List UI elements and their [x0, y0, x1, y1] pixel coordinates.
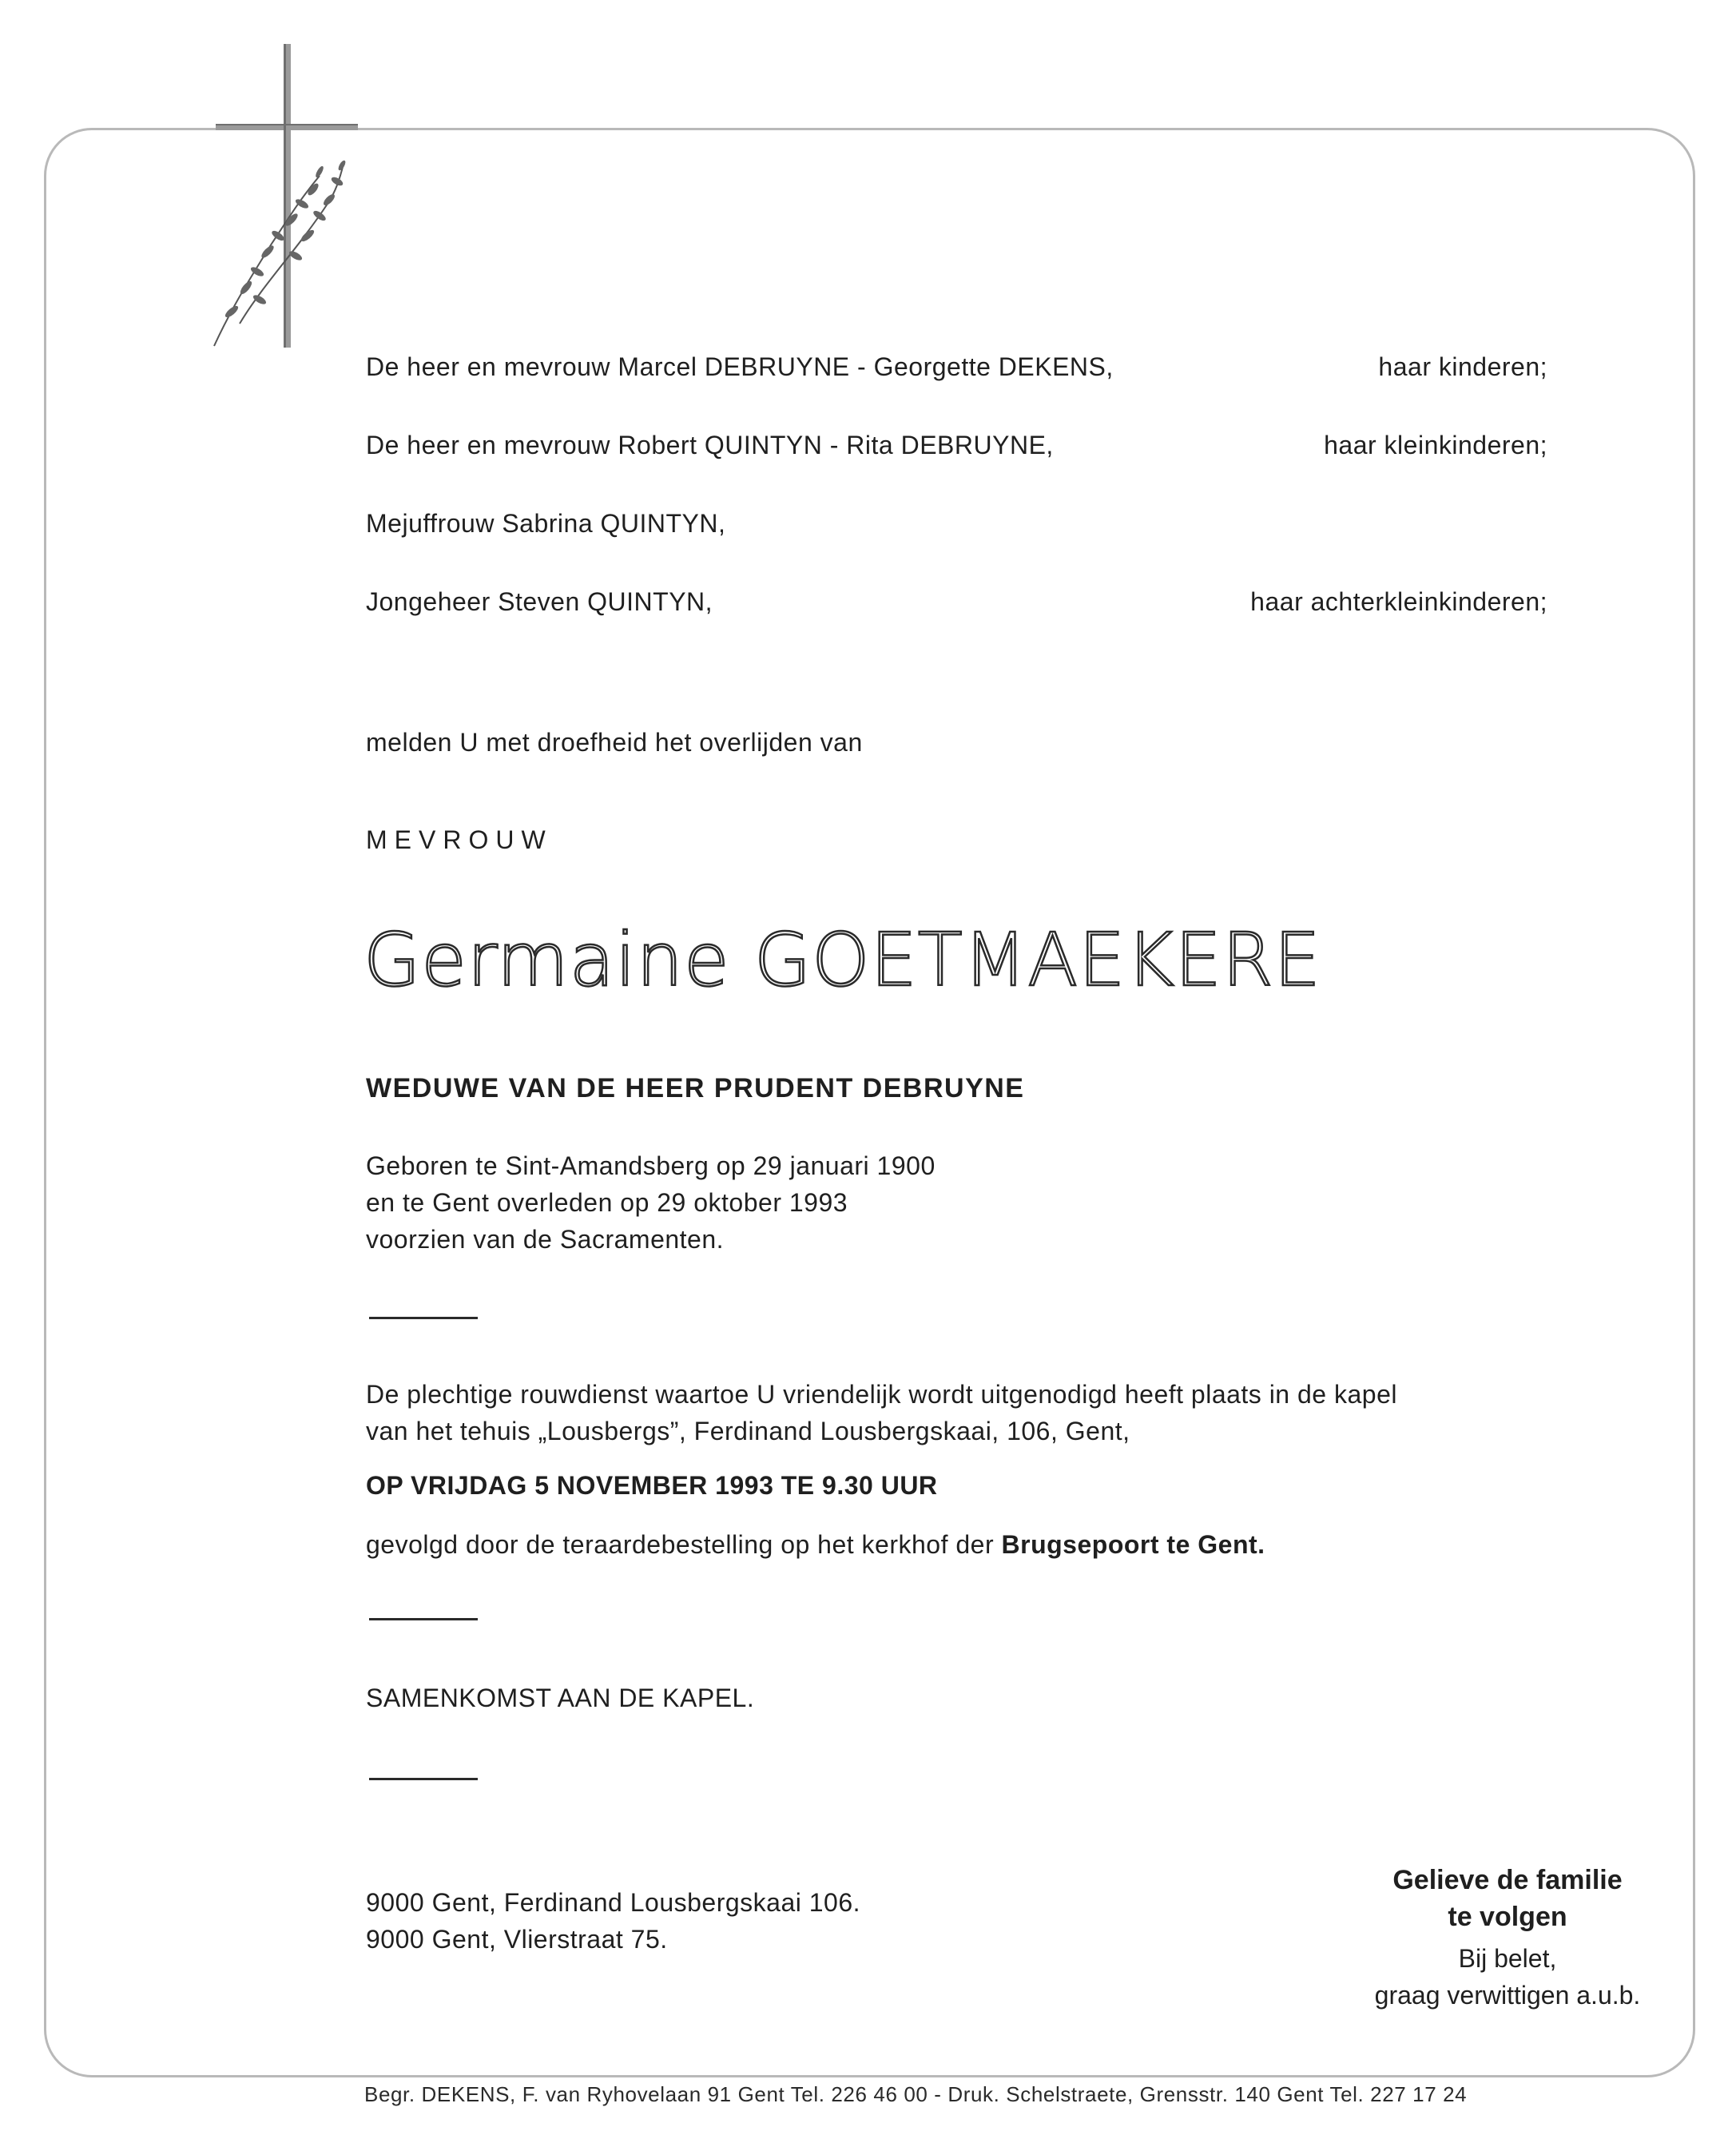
- family-line-2-relation: haar kleinkinderen;: [1324, 431, 1547, 459]
- deceased-last-name: GOETMAEKERE: [753, 917, 1321, 1003]
- notice-line-2: te volgen: [1448, 1902, 1567, 1932]
- notice-block: [1260, 1862, 1659, 2014]
- family-line-4-relation: haar achterkleinkinderen;: [1250, 587, 1547, 616]
- sacraments-line: voorzien van de Sacramenten.: [366, 1225, 725, 1254]
- widow-of-text: WEDUWE VAN DE HEER PRUDENT DEBRUYNE: [366, 1073, 1025, 1103]
- notice-line-3: Bij belet,: [1458, 1944, 1557, 1973]
- deceased-name: [363, 917, 1321, 1003]
- birth-line: Geboren te Sint-Amandsberg op 29 januari 1900: [366, 1151, 936, 1180]
- family-line-1-relation: haar kinderen;: [1378, 352, 1547, 381]
- family-line-3-name: Mejuffrouw Sabrina QUINTYN,: [366, 509, 726, 538]
- notice-line-1: Gelieve de familie: [1392, 1865, 1623, 1895]
- announcement-text: melden U met droefheid het overlijden van: [366, 728, 863, 757]
- burial-place: Brugsepoort te Gent.: [1001, 1530, 1265, 1559]
- burial-line: [366, 1529, 1265, 1560]
- family-line-2-name: De heer en mevrouw Robert QUINTYN - Rita DEBRUYNE,: [366, 431, 1054, 459]
- printer-footer: Begr. DEKENS, F. van Ryhovelaan 91 Gent Tel. 226 46 00 - Druk. Schelstraete, Grensstr. 140 Gent Tel. 227 17 24: [364, 2082, 1468, 2106]
- notice-line-4: graag verwittigen a.u.b.: [1374, 1981, 1641, 2010]
- address-1: 9000 Gent, Ferdinand Lousbergskaai 106.: [366, 1888, 861, 1917]
- service-line-2: van het tehuis „Lousbergs”, Ferdinand Lousbergskaai, 106, Gent,: [366, 1417, 1130, 1445]
- burial-prefix: gevolgd door de teraardebestelling op het kerkhof der: [366, 1530, 1002, 1559]
- cross-with-branch-icon: [208, 44, 367, 348]
- gathering-text: SAMENKOMST AAN DE KAPEL.: [366, 1684, 755, 1712]
- title-mevrouw: MEVROUW: [366, 825, 553, 854]
- birth-death-block: [366, 1147, 1548, 1258]
- family-line-1-name: De heer en mevrouw Marcel DEBRUYNE - Georgette DEKENS,: [366, 352, 1114, 381]
- deceased-first-name: Germaine: [363, 917, 730, 1003]
- family-line-4-name: Jongeheer Steven QUINTYN,: [366, 587, 713, 616]
- service-line-1: De plechtige rouwdienst waartoe U vriendelijk wordt uitgenodigd heeft plaats in de kapel: [366, 1380, 1397, 1409]
- divider-3: [369, 1778, 478, 1780]
- divider-1: [369, 1317, 478, 1319]
- divider-2: [369, 1618, 478, 1620]
- service-datetime: OP VRIJDAG 5 NOVEMBER 1993 TE 9.30 UUR: [366, 1471, 938, 1500]
- death-line: en te Gent overleden op 29 oktober 1993: [366, 1188, 848, 1217]
- service-block: [366, 1376, 1548, 1449]
- address-2: 9000 Gent, Vlierstraat 75.: [366, 1925, 668, 1954]
